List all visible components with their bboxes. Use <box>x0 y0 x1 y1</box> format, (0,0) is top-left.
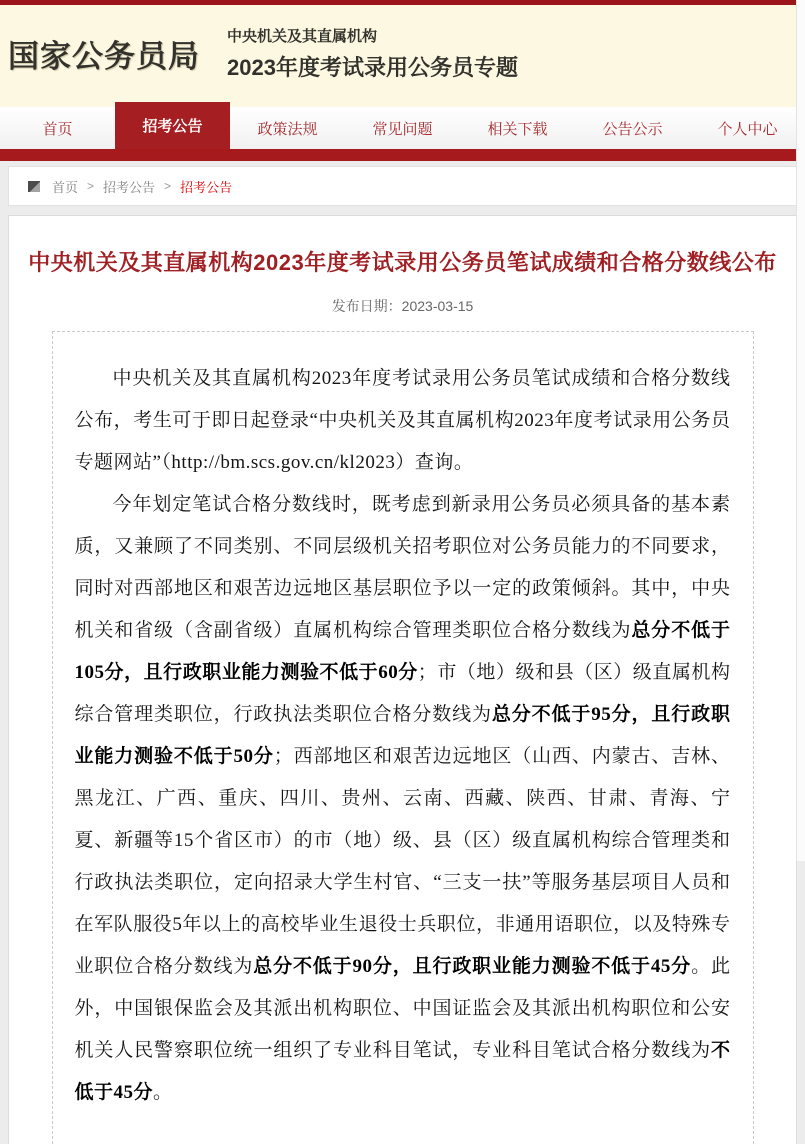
home-icon <box>28 181 40 192</box>
bold-segment: 总分不低于95分，且行政职业能力测验不低于50分 <box>74 704 731 767</box>
text-segment: 今年划定笔试合格分数线时，既考虑到新录用公务员必须具备的基本素质，又兼顾了不同类别、不同层级机关招考职位对公务员能力的不同要求，同时对西部地区和艰苦边远地区基层职位予以一定的政策倾斜。其中，中央机关和省级（含副省级）直属机构综合管理类职位合格分数线为 <box>74 494 731 641</box>
text-segment: 。此外，中国银保监会及其派出机构职位、中国证监会及其派出机构职位和公安机关人民警察职位统一组织了专业科目笔试，专业科目笔试合格分数线为 <box>74 956 731 1061</box>
site-subtitle <box>227 25 518 82</box>
nav-tab-1[interactable]: 首页 <box>42 120 73 138</box>
nav-tab-5[interactable]: 相关下载 <box>487 120 548 138</box>
text-segment: ；西部地区和艰苦边远地区（山西、内蒙古、吉林、黑龙江、广西、重庆、四川、贵州、云南、西藏、陕西、甘肃、青海、宁夏、新疆等15个省区市）的市（地）级、县（区）级直属机构综合管理类和行政执法类职位，定向招录大学生村官、“三支一扶”等服务基层项目人员和在军队服役5年以上的高校毕业生退役士兵职位，非通用语职位，以及特殊专业职位合格分数线为 <box>74 746 731 977</box>
main-navigation <box>0 102 805 149</box>
bold-segment: 总分不低于90分，且行政职业能力测验不低于45分 <box>253 956 692 977</box>
subtitle-line2: 2023年度考试录用公务员专题 <box>227 55 518 80</box>
subtitle-line1: 中央机关及其直属机构 <box>227 28 378 45</box>
site-logo-text: 国家公务员局 <box>8 39 200 74</box>
nav-underline-strip <box>0 149 805 161</box>
site-header <box>0 5 805 102</box>
breadcrumb-current: 招考公告 <box>180 179 233 195</box>
text-segment: 。 <box>153 1082 173 1103</box>
bold-segment: 不低于45分 <box>74 1040 731 1103</box>
article-body <box>52 331 754 1144</box>
scrollbar[interactable] <box>796 0 805 861</box>
nav-tab-2-active[interactable]: 招考公告 <box>115 102 230 149</box>
text-segment: 中央机关及其直属机构2023年度考试录用公务员笔试成绩和合格分数线公布，考生可于即日起登录“中央机关及其直属机构2023年度考试录用公务员专题网站”（http://bm.scs.gov.cn/kl2023）查询。 <box>74 368 731 473</box>
breadcrumb <box>8 166 797 206</box>
publish-date: 发布日期：2023-03-15 <box>331 298 474 314</box>
breadcrumb-link-1[interactable]: 首页 <box>52 179 79 195</box>
nav-tab-6[interactable]: 公告公示 <box>602 120 663 138</box>
paragraph-1 <box>75 358 731 484</box>
article-card <box>8 215 797 1144</box>
paragraph-2 <box>75 484 731 1114</box>
article-title: 中央机关及其直属机构2023年度考试录用公务员笔试成绩和合格分数线公布 <box>28 250 777 275</box>
nav-tab-4[interactable]: 常见问题 <box>372 120 433 138</box>
bold-segment: 总分不低于105分，且行政职业能力测验不低于60分 <box>74 620 731 683</box>
nav-tab-7[interactable]: 个人中心 <box>717 120 778 138</box>
text-segment: ；市（地）级和县（区）级直属机构综合管理类职位，行政执法类职位合格分数线为 <box>74 662 731 725</box>
breadcrumb-link-2[interactable]: 招考公告 <box>103 179 156 195</box>
nav-tab-3[interactable]: 政策法规 <box>257 120 318 138</box>
breadcrumb-separator: > <box>164 179 172 193</box>
breadcrumb-separator: > <box>87 179 95 193</box>
